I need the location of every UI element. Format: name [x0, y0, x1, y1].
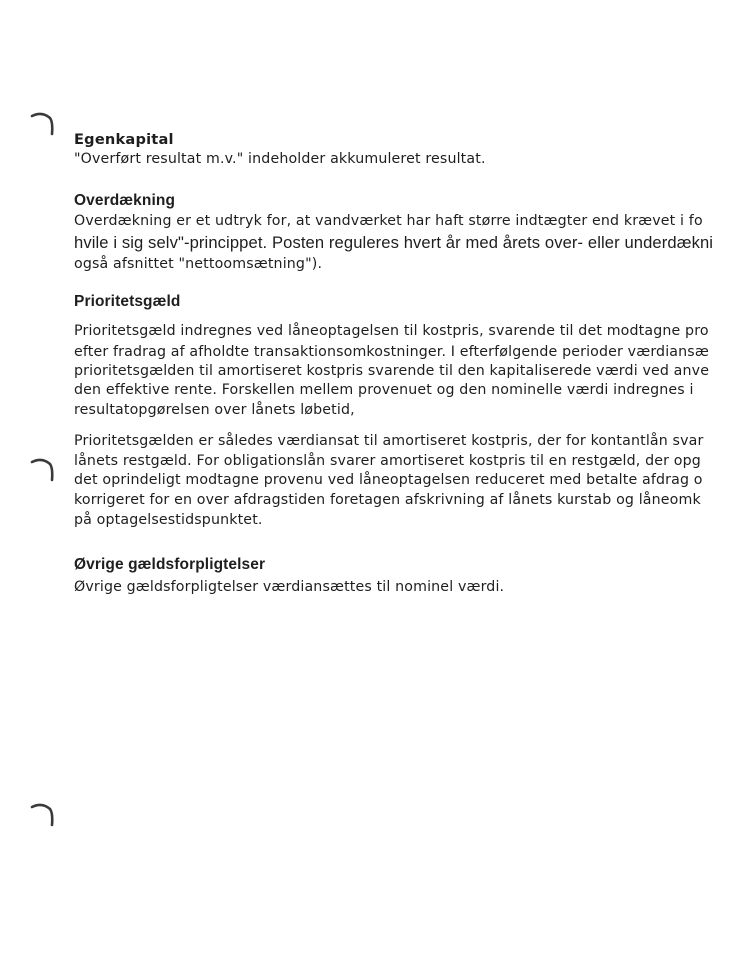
prioritetsgaeld-text-line: prioritetsgælden til amortiseret kostpris svarende til den kapitaliserede værdi ved anve [74, 363, 710, 379]
overdaekning-text-line: også afsnittet "nettoomsætning"). [74, 256, 323, 272]
prioritetsgaeld-text-line: Prioritetsgælden er således værdiansat til amortiseret kostpris, der for kontantlån svar [74, 433, 704, 449]
egenkapital-heading: Egenkapital [74, 131, 174, 148]
oevrige-heading: Øvrige gældsforpligtelser [74, 556, 266, 573]
prioritetsgaeld-text-line: efter fradrag af afholdte transaktionsomkostninger. I efterfølgende perioder værdiansæ [74, 344, 709, 360]
prioritetsgaeld-text-line: den effektive rente. Forskellen mellem provenuet og den nominelle værdi indregnes i [74, 382, 694, 398]
oevrige-text-line: Øvrige gældsforpligtelser værdiansættes til nominel værdi. [74, 579, 505, 595]
prioritetsgaeld-text-line: resultatopgørelsen over lånets løbetid, [74, 402, 355, 418]
prioritetsgaeld-text-line: på optagelsestidspunktet. [74, 512, 263, 528]
prioritetsgaeld-text-line: lånets restgæld. For obligationslån svarer amortiseret kostpris til en restgæld, der opg [74, 453, 701, 469]
punch-hole-shadow-icon [30, 112, 56, 136]
punch-hole-shadow-icon [30, 803, 56, 827]
punch-hole-shadow-icon [30, 458, 56, 482]
prioritetsgaeld-text-line: korrigeret for en over afdragstiden foretagen afskrivning af lånets kurstab og låneomk [74, 492, 701, 508]
prioritetsgaeld-text-line: det oprindeligt modtagne provenu ved låneoptagelsen reduceret med betalte afdrag o [74, 472, 703, 488]
overdaekning-text-line: hvile i sig selv"-princippet. Posten reguleres hvert år med årets over- eller underdækni [74, 233, 714, 252]
prioritetsgaeld-text-line: Prioritetsgæld indregnes ved låneoptagelsen til kostpris, svarende til det modtagne pro [74, 323, 709, 339]
prioritetsgaeld-heading: Prioritetsgæld [74, 293, 181, 310]
overdaekning-heading: Overdækning [74, 192, 176, 209]
overdaekning-text-line: Overdækning er et udtryk for, at vandværket har haft større indtægter end krævet i fo [74, 213, 703, 229]
egenkapital-text-line: "Overført resultat m.v." indeholder akkumuleret resultat. [74, 151, 486, 167]
